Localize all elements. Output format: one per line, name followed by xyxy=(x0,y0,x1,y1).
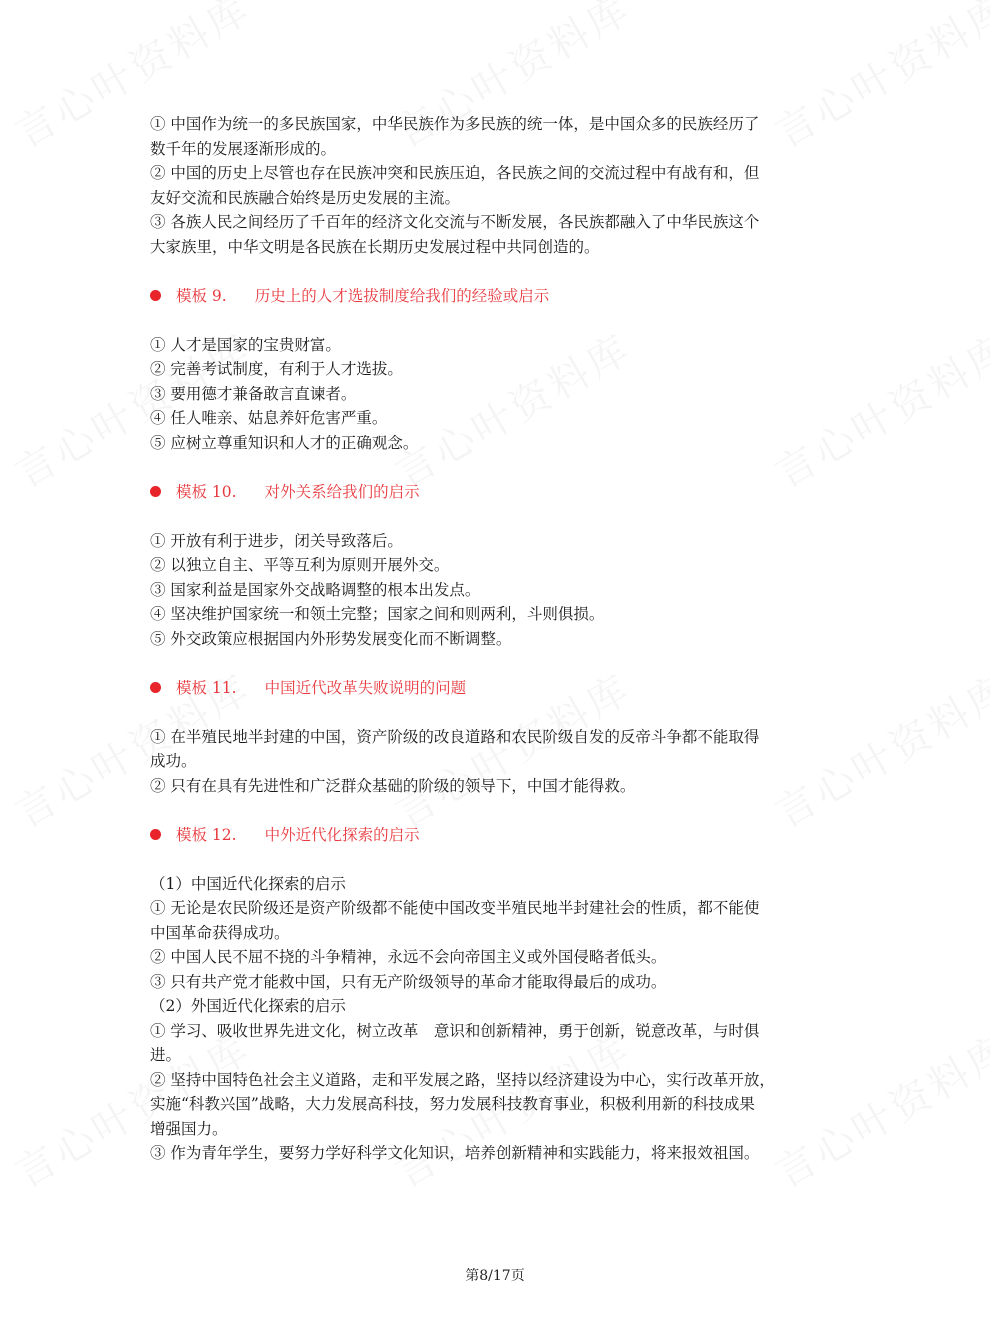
section-heading xyxy=(150,480,850,505)
spacer xyxy=(150,259,850,284)
paragraph xyxy=(150,896,850,945)
text-line: ⑤ 应树立尊重知识和人才的正确观念。 xyxy=(150,433,419,452)
paragraph xyxy=(150,627,850,652)
template-title: 历史上的人才选拔制度给我们的经验或启示 xyxy=(254,286,550,305)
text-line: 成功。 xyxy=(150,752,197,770)
text-line: ⑤ 外交政策应根据国内外形势发展变化而不断调整。 xyxy=(150,629,512,648)
spacer xyxy=(150,700,850,725)
bullet-dot-icon xyxy=(150,290,161,301)
section-heading xyxy=(150,284,850,309)
text-line: ③ 只有共产党才能救中国，只有无产阶级领导的革命才能取得最后的成功。 xyxy=(150,972,667,991)
text-line: 增强国力。 xyxy=(150,1119,228,1138)
text-line: ③ 国家利益是国家外交战略调整的根本出发点。 xyxy=(150,580,481,599)
section-heading xyxy=(150,823,850,848)
paragraph xyxy=(150,112,850,161)
text-line: ④ 任人唯亲、姑息养奸危害严重。 xyxy=(150,409,388,427)
text-line: ① 人才是国家的宝贵财富。 xyxy=(150,335,341,354)
text-line: （1）中国近代化探索的启示 xyxy=(150,874,346,893)
paragraph xyxy=(150,431,850,456)
text-line: ① 在半殖民地半封建的中国，资产阶级的改良道路和农民阶级自发的反帝斗争都不能取得 xyxy=(150,727,760,746)
text-line: ③ 作为青年学生，要努力学好科学文化知识，培养创新精神和实践能力，将来报效祖国。 xyxy=(150,1144,760,1162)
text-line: ③ 要用德才兼备敢言直谏者。 xyxy=(150,384,357,403)
text-line: 数千年的发展逐渐形成的。 xyxy=(150,139,337,158)
text-line: 大家族里，中华文明是各民族在长期历史发展过程中共同创造的。 xyxy=(150,237,600,256)
text-line: 友好交流和民族融合始终是历史发展的主流。 xyxy=(150,188,461,207)
document-content xyxy=(150,112,850,1166)
page-number: 第8/17页 xyxy=(465,1268,525,1284)
text-line: ① 无论是农民阶级还是资产阶级都不能使中国改变半殖民地半封建社会的性质，都不能使 xyxy=(150,899,760,917)
paragraph xyxy=(150,1019,850,1068)
text-line: ② 完善考试制度，有利于人才选拔。 xyxy=(150,360,403,378)
template-title: 中外近代化探索的启示 xyxy=(264,825,420,844)
text-line: ② 以独立自主、平等互利为原则开展外交。 xyxy=(150,556,450,574)
paragraph xyxy=(150,357,850,382)
paragraph xyxy=(150,553,850,578)
text-line: ① 中国作为统一的多民族国家，中华民族作为多民族的统一体，是中国众多的民族经历了 xyxy=(150,115,760,133)
paragraph xyxy=(150,945,850,970)
paragraph xyxy=(150,406,850,431)
template-title: 中国近代改革失败说明的问题 xyxy=(264,678,467,697)
text-line: （2）外国近代化探索的启示 xyxy=(150,997,346,1015)
spacer xyxy=(150,651,850,676)
template-number: 模板 11. xyxy=(176,678,237,697)
text-line: 进。 xyxy=(150,1046,182,1064)
spacer xyxy=(150,847,850,872)
bullet-dot-icon xyxy=(150,486,161,497)
section-heading xyxy=(150,676,850,701)
paragraph xyxy=(150,994,850,1019)
text-line: ④ 坚决维护国家统一和领土完整；国家之间和则两利，斗则俱损。 xyxy=(150,605,605,623)
bullet-dot-icon xyxy=(150,682,161,693)
text-line: 实施“科教兴国”战略，大力发展高科技，努力发展科技教育事业，积极利用新的科技成果 xyxy=(150,1095,755,1113)
text-line: ③ 各族人民之间经历了千百年的经济文化交流与不断发展，各民族都融入了中华民族这个 xyxy=(150,213,760,231)
text-line: ② 中国人民不屈不挠的斗争精神，永远不会向帝国主义或外国侵略者低头。 xyxy=(150,948,667,966)
spacer xyxy=(150,798,850,823)
spacer xyxy=(150,504,850,529)
text-line: ② 中国的历史上尽管也存在民族冲突和民族压迫，各民族之间的交流过程中有战有和，但 xyxy=(150,164,760,182)
template-number: 模板 10. xyxy=(176,482,237,501)
text-line: ① 学习、吸收世界先进文化，树立改革 意识和创新精神，勇于创新，锐意改革，与时俱 xyxy=(150,1021,760,1040)
text-line: ② 只有在具有先进性和广泛群众基础的阶级的领导下，中国才能得救。 xyxy=(150,776,636,795)
paragraph xyxy=(150,210,850,259)
paragraph xyxy=(150,578,850,603)
paragraph xyxy=(150,774,850,799)
bullet-dot-icon xyxy=(150,829,161,840)
paragraph xyxy=(150,333,850,358)
text-line: ② 坚持中国特色社会主义道路，走和平发展之路，坚持以经济建设为中心，实行改革开放， xyxy=(150,1070,775,1089)
paragraph xyxy=(150,1068,850,1142)
template-number: 模板 9. xyxy=(176,286,227,305)
template-title: 对外关系给我们的启示 xyxy=(264,482,420,501)
paragraph xyxy=(150,970,850,995)
paragraph xyxy=(150,161,850,210)
paragraph xyxy=(150,872,850,897)
paragraph xyxy=(150,725,850,774)
spacer xyxy=(150,455,850,480)
paragraph xyxy=(150,602,850,627)
template-number: 模板 12. xyxy=(176,825,237,844)
spacer xyxy=(150,308,850,333)
text-line: ① 开放有利于进步，闭关导致落后。 xyxy=(150,531,403,550)
paragraph xyxy=(150,1141,850,1166)
paragraph xyxy=(150,529,850,554)
paragraph xyxy=(150,382,850,407)
text-line: 中国革命获得成功。 xyxy=(150,923,290,942)
